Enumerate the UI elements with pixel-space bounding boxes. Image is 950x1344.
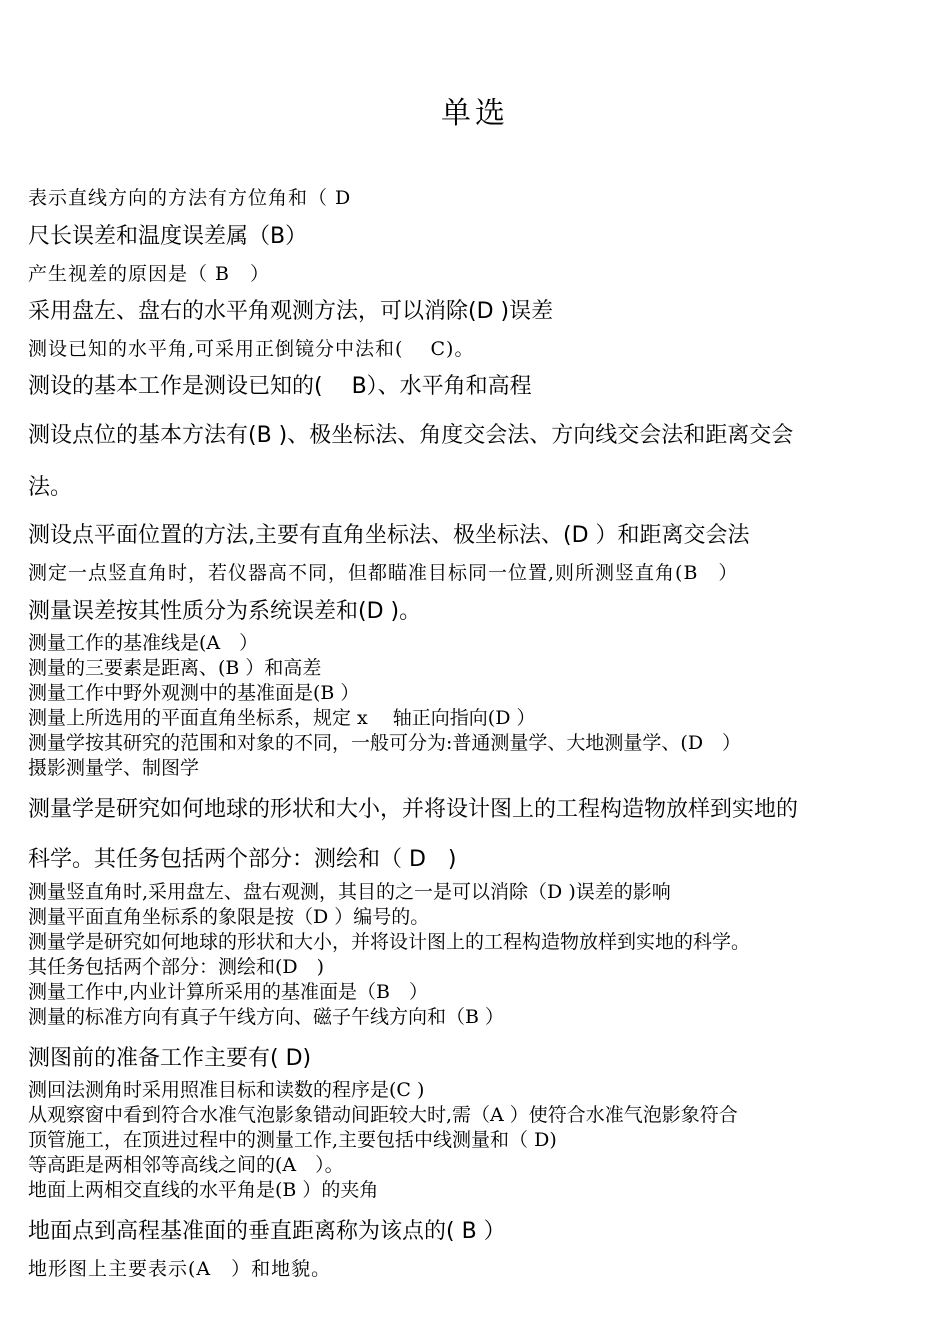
question-line: 测设点平面位置的方法,主要有直角坐标法、极坐标法、(D ）和距离交会法 bbox=[28, 523, 750, 548]
question-line: 测量工作中,内业计算所采用的基准面是（B ） bbox=[28, 981, 429, 1003]
question-line: 等高距是两相邻等高线之间的(A ）。 bbox=[28, 1154, 344, 1176]
question-line: 测设已知的水平角,可采用正倒镜分中法和( C)。 bbox=[28, 338, 475, 360]
question-line: 测图前的准备工作主要有( D) bbox=[28, 1046, 312, 1071]
question-line: 科学。其任务包括两个部分：测绘和（ D ) bbox=[28, 847, 457, 872]
question-line: 表示直线方向的方法有方位角和（ D bbox=[28, 187, 352, 209]
question-line: 法。 bbox=[28, 475, 73, 500]
question-line: 地面点到高程基准面的垂直距离称为该点的( B ） bbox=[28, 1219, 506, 1244]
question-line: 从观察窗中看到符合水准气泡影象错动间距较大时,需（A ）使符合水准气泡影象符合 bbox=[28, 1104, 738, 1126]
question-line: 摄影测量学、制图学 bbox=[28, 757, 200, 779]
question-line: 产生视差的原因是（ B ） bbox=[28, 263, 271, 285]
question-line: 测量平面直角坐标系的象限是按（D ）编号的。 bbox=[28, 906, 430, 928]
question-line: 测回法测角时采用照准目标和读数的程序是(C ) bbox=[28, 1079, 425, 1101]
question-line: 采用盘左、盘右的水平角观测方法，可以消除(D )误差 bbox=[28, 299, 554, 324]
question-line: 测量工作中野外观测中的基准面是(B ） bbox=[28, 682, 360, 704]
question-line: 测量的标准方向有真子午线方向、磁子午线方向和（B ） bbox=[28, 1006, 505, 1028]
question-line: 测量上所选用的平面直角坐标系，规定 x 轴正向指向(D ） bbox=[28, 707, 536, 729]
question-line: 测量的三要素是距离、(B ）和高差 bbox=[28, 657, 322, 679]
question-line: 测量学是研究如何地球的形状和大小，并将设计图上的工程构造物放样到实地的 bbox=[28, 797, 799, 822]
question-line: 测量竖直角时,采用盘左、盘右观测，其目的之一是可以消除（D )误差的影响 bbox=[28, 881, 671, 903]
question-line: 其任务包括两个部分：测绘和(D ) bbox=[28, 956, 325, 978]
question-line: 测量学是研究如何地球的形状和大小，并将设计图上的工程构造物放样到实地的科学。 bbox=[28, 931, 751, 953]
question-line: 测设的基本工作是测设已知的( B）、水平角和高程 bbox=[28, 374, 532, 399]
page-title: 单选 bbox=[441, 96, 509, 131]
question-line: 测量学按其研究的范围和对象的不同，一般可分为:普通测量学、大地测量学、(D ） bbox=[28, 732, 742, 754]
question-line: 测设点位的基本方法有(B )、极坐标法、角度交会法、方向线交会法和距离交会 bbox=[28, 423, 794, 448]
question-line: 顶管施工，在顶进过程中的测量工作,主要包括中线测量和（ D) bbox=[28, 1129, 557, 1151]
question-line: 测量工作的基准线是(A ） bbox=[28, 632, 259, 654]
question-line: 地形图上主要表示(A ）和地貌。 bbox=[28, 1258, 332, 1280]
question-line: 尺长误差和温度误差属（B） bbox=[28, 224, 308, 249]
question-line: 地面上两相交直线的水平角是(B ）的夹角 bbox=[28, 1179, 379, 1201]
question-line: 测定一点竖直角时，若仪器高不同，但都瞄准目标同一位置,则所测竖直角(B ） bbox=[28, 562, 739, 584]
question-line: 测量误差按其性质分为系统误差和(D )。 bbox=[28, 599, 422, 624]
